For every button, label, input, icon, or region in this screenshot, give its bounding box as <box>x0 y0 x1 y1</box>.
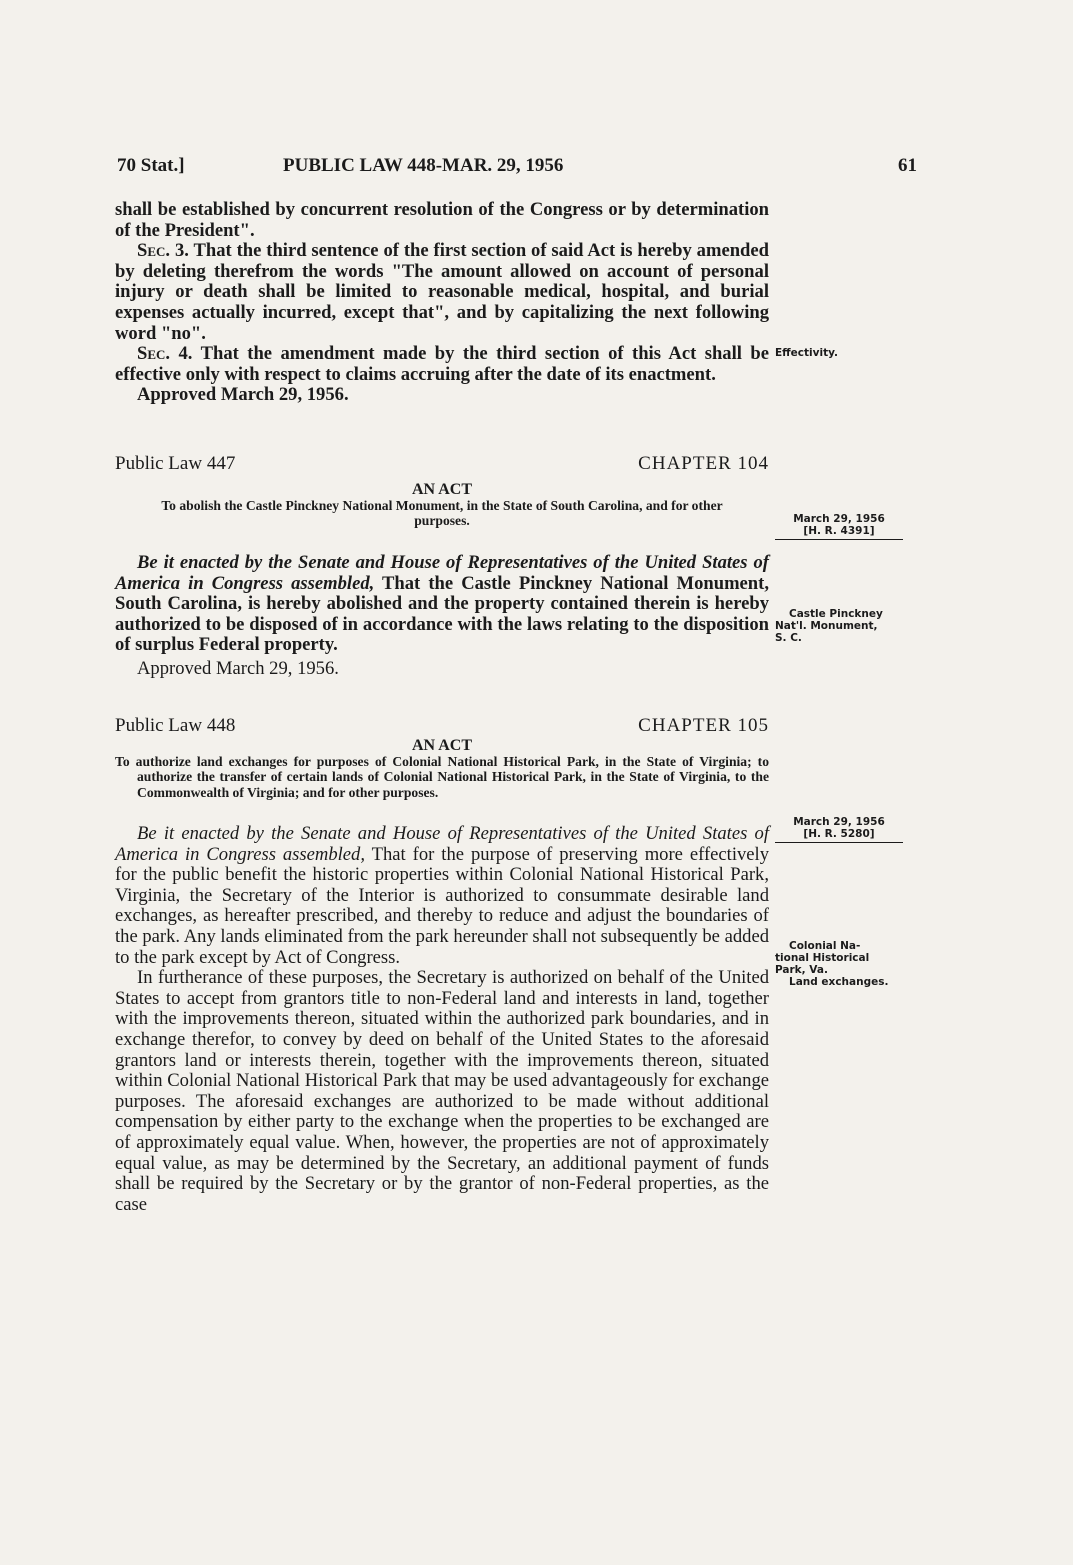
margin-note-line: Nat'l. Monument, <box>775 620 878 632</box>
margin-note-line: tional Historical <box>775 952 870 964</box>
running-title: PUBLIC LAW 448-MAR. 29, 1956 <box>283 155 564 176</box>
margin-bill-number: [H. R. 4391] <box>775 525 903 540</box>
section-4 <box>115 344 769 385</box>
law-448-heading <box>115 716 769 742</box>
act-title: To authorize land exchanges for purposes of Colonial National Historical Park, in the State of Virginia; to authorize the transfer of certain lands of Colonial National Historical Park, in the State of Virginia, to the Commonwealth of Virginia; and for other purposes. <box>115 753 769 800</box>
margin-note-castle-pinckney <box>775 608 911 644</box>
page-number: 61 <box>898 155 917 176</box>
stat-reference: 70 Stat.] <box>117 155 185 176</box>
section-text: That the amendment made by the third section of this Act shall be effective only with respect to claims accruing after the date of its enactment. <box>115 343 769 385</box>
margin-note-colonial-park <box>775 940 911 988</box>
public-law-number: Public Law 448 <box>115 714 236 736</box>
act-title: To abolish the Castle Pinckney National Monument, in the State of South Carolina, and for other purposes. <box>161 497 723 529</box>
enacting-clause <box>115 824 769 968</box>
margin-date: March 29, 1956 <box>793 513 885 525</box>
margin-bill-number: [H. R. 5280] <box>775 828 903 843</box>
an-act-heading: AN ACT <box>411 480 472 498</box>
section-label: Sec. 4. <box>137 343 193 365</box>
approved-line: Approved March 29, 1956. <box>137 384 349 406</box>
paragraph: In furtherance of these purposes, the Secretary is authorized on behalf of the United States to accept from grantors title to non-Federal land and interests in land, together with the improvements thereon, situated within the authorized park boundaries, and in exchange therefor, to convey by deed on behalf of the United States to the aforesaid grantors land or interests therein, together with the improvements thereon, situated within Colonial National Historical Park that may be used advantageously for exchange purposes. The aforesaid exchanges are authorized to be made without additional compensation by either party to the exchange when the properties to be exchanged are of approximately equal value. When, however, the properties are not of approximately equal value, as may be determined by the Secretary, an additional payment of funds shall be required by the Secretary or by the grantor of non-Federal properties, as the case <box>115 967 769 1215</box>
main-text <box>115 200 769 1215</box>
chapter-number: CHAPTER 105 <box>638 714 769 736</box>
law-447-heading <box>115 454 769 480</box>
margin-note-date-2 <box>775 816 903 843</box>
margin-note-date-1 <box>775 513 903 540</box>
margin-note-line: S. C. <box>775 632 802 644</box>
enacting-text: That for the purpose of preserving more effectively for the public benefit the historic properties within Colonial National Historical Park, Virginia, the Secretary of the Interior is authorized to consummate desirable land exchanges, as hereafter prescribed, and thereby to reduce and adjust the boundaries of the park. Any lands eliminated from the park hereunder shall not subsequently be added to the park except by Act of Congress. <box>115 843 770 968</box>
an-act-heading: AN ACT <box>411 736 472 754</box>
section-text: That the third sentence of the first section of said Act is hereby amended by deleting therefrom the words "The amount allowed on account of personal injury or death shall be limited to reasonable medical, hospital, and burial expenses actually incurred, except that", and by capitalizing the next following word "no". <box>115 240 769 344</box>
margin-note-effectivity <box>775 347 911 359</box>
enacting-formula: Be it enacted by the Senate and House of Representatives of the United States of America in Congress assembled, <box>115 551 769 594</box>
chapter-number: CHAPTER 104 <box>638 452 769 474</box>
enacting-text: That the Castle Pinckney National Monument, South Carolina, is hereby abolished and the property contained therein is hereby authorized to be disposed of in accordance with the laws relating to the disposition of surplus Federal property. <box>115 572 769 656</box>
running-header <box>117 155 917 183</box>
section-3 <box>115 241 769 344</box>
public-law-number: Public Law 447 <box>115 452 236 474</box>
margin-note-line: Land exchanges. <box>789 976 889 988</box>
margin-note-line: Colonial Na- <box>789 940 861 952</box>
margin-note-line: Park, Va. <box>775 964 828 976</box>
paragraph-continuation: shall be established by concurrent resolution of the Congress or by determination of the President". <box>115 199 769 241</box>
approved-line: Approved March 29, 1956. <box>137 657 339 679</box>
margin-note-line: Castle Pinckney <box>789 608 883 620</box>
enacting-clause <box>115 553 769 656</box>
margin-date: March 29, 1956 <box>793 816 885 828</box>
section-label: Sec. 3. <box>137 240 189 262</box>
enacting-formula: Be it enacted by the Senate and House of Representatives of the United States of America in Congress assembled, <box>115 823 769 865</box>
margin-note-text: Effectivity. <box>775 347 838 359</box>
